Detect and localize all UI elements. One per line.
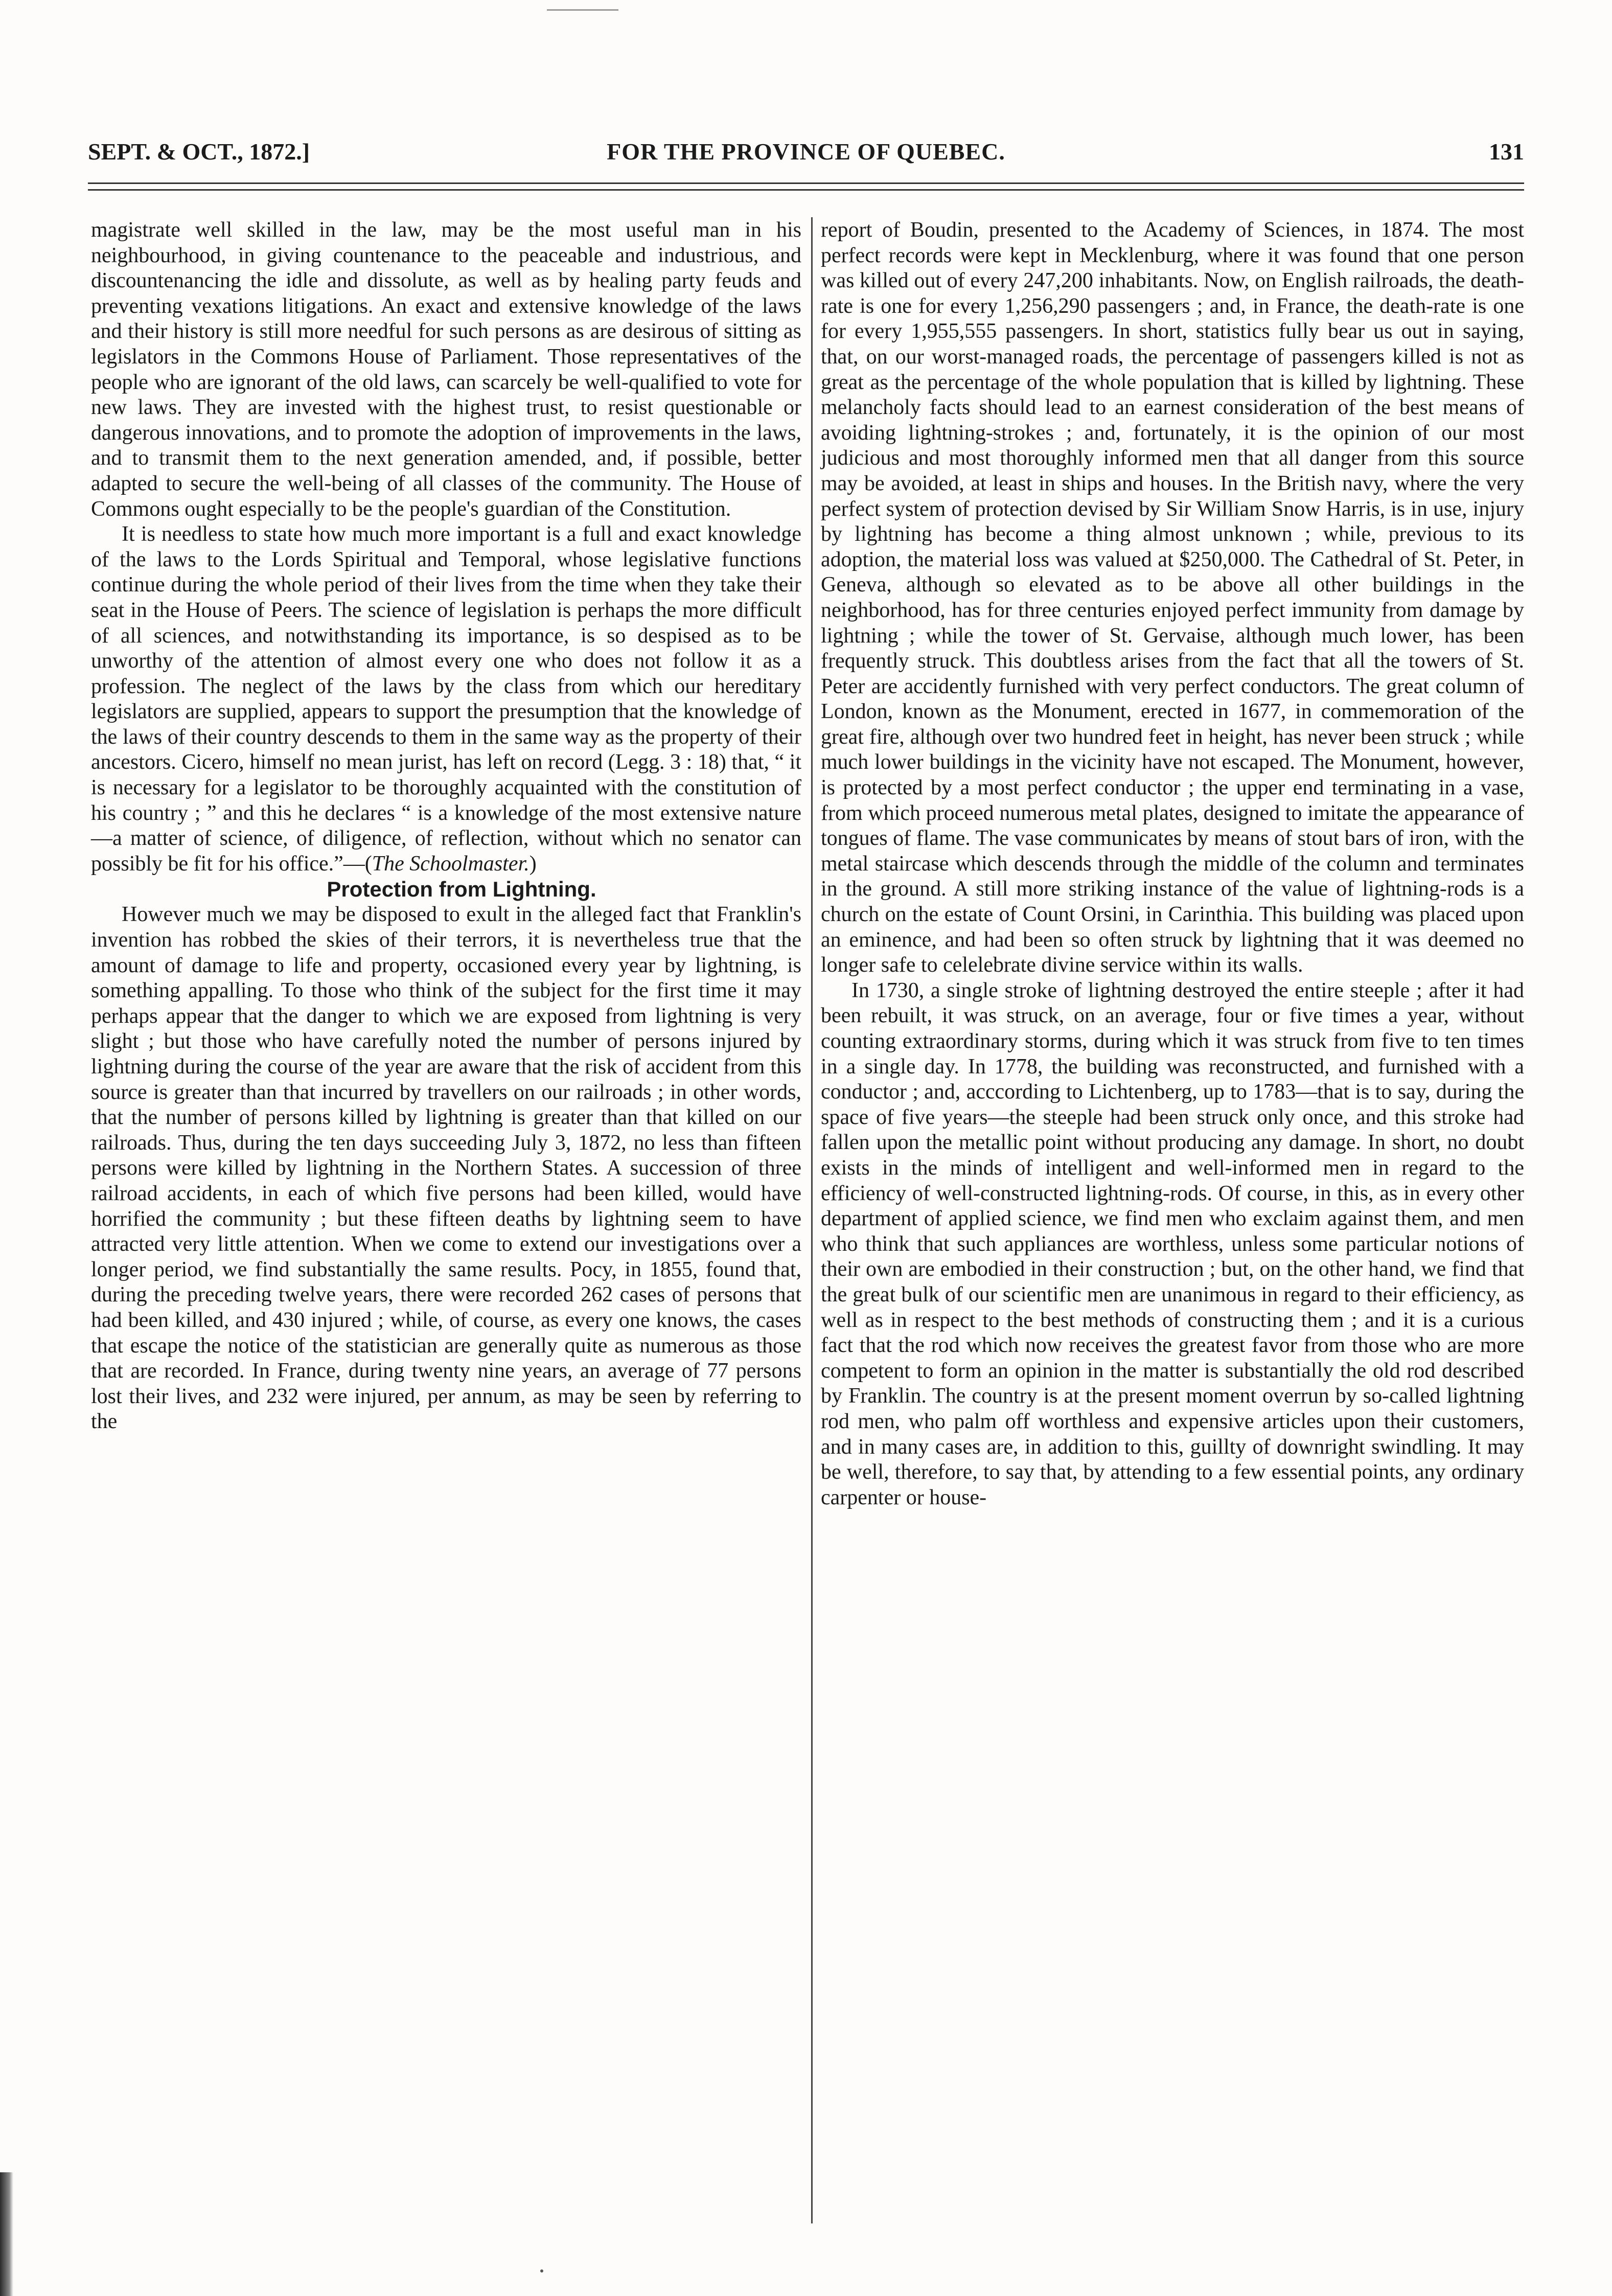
section-title: Protection from Lightning. [327, 877, 596, 902]
left-column [91, 218, 801, 1435]
paragraph: report of Boudin, presented to the Academy of Sciences, in 1874. The most perfect records were kept in Mecklenburg, where it was found that one person was killed out of every 247,200 inhabitants. Now, on English railroads, the death-rate is one for every 1,256,290 passengers ; and, in France, the death-rate is one for every 1,955,555 passengers. In short, statistics fully bear us out in saying, that, on our worst-managed roads, the percentage of passengers killed is not as great as the percentage of the whole population that is killed by lightning. These melancholy facts should lead to an earnest consideration of the best means of avoiding lightning-strokes ; and, fortunately, it is the opinion of our most judicious and most thoroughly informed men that all danger from this source may be avoided, at least in ships and houses. In the British navy, where the very perfect system of protection devised by Sir William Snow Harris, is in use, injury by lightning has become a thing almost unknown ; while, previous to its adoption, the material loss was valued at $250,000. The Cathedral of St. Peter, in Geneva, although so elevated as to be above all other buildings in the neighborhood, has for three centuries enjoyed perfect immunity from damage by lightning ; while the tower of St. Gervaise, although much lower, has been frequently struck. This doubtless arises from the fact that all the towers of St. Peter are accidently furnished with very perfect conductors. The great column of London, known as the Monument, erected in 1677, in commemoration of the great fire, although over two hundred feet in height, has never been struck ; while much lower buildings in the vicinity have not escaped. The Monument, however, is protected by a most perfect conductor ; the upper end terminating in a vase, from which proceed numerous metal plates, designed to imitate the appearance of tongues of flame. The vase communicates by means of stout bars of iron, with the metal staircase which descends through the middle of the column and terminates in the ground. A still more striking instance of the value of lightning-rods is a church on the estate of Count Orsini, in Carinthia. This building was placed upon an eminence, and had been so often struck by lightning that it was deemed no longer safe to celelebrate divine service within its walls. [821, 218, 1524, 977]
paragraph: However much we may be disposed to exult in the alleged fact that Franklin's invention has robbed the skies of their terrors, it is nevertheless true that the amount of damage to life and property, occasioned every year by lightning, is something appalling. To those who think of the subject for the first time it may perhaps appear that the danger to which we are exposed from lightning is very slight ; but those who have carefully noted the number of persons injured by lightning during the course of the year are aware that the risk of accident from this source is greater than that incurred by travellers on our railroads ; in other words, that the number of persons killed by lightning is greater than that killed on our railroads. Thus, during the ten days succeeding July 3, 1872, no less than fifteen persons were killed by lightning in the Northern States. A succession of three railroad accidents, in each of which five persons had been killed, would have horrified the community ; but these fifteen deaths by lightning seem to have attracted very little attention. When we come to extend our investigations over a longer period, we find substantially the same results. Pocy, in 1855, found that, during the preceding twelve years, there were recorded 262 cases of persons that had been killed, and 430 injured ; while, of course, as every one knows, the cases that escape the notice of the statistician are generally quite as numerous as those that are recorded. In France, during twenty nine years, an average of 77 persons lost their lives, and 232 were injured, per annum, as may be seen by referring to the [91, 903, 801, 1434]
top-edge-mark [547, 9, 618, 11]
right-column [821, 218, 1524, 1510]
page-number: 131 [1489, 139, 1524, 165]
paragraph: magistrate well skilled in the law, may be the most useful man in his neighbourhood, in giving countenance to the peaceable and industrious, and discountenancing the idle and dissolute, as well as by healing party feuds and preventing vexations litigations. An exact and extensive knowledge of the laws and their history is still more needful for such persons as are desirous of sitting as legislators in the Commons House of Parliament. Those representatives of the people who are ignorant of the old laws, can scarcely be well-qualified to vote for new laws. They are invested with the highest trust, to resist questionable or dangerous innovations, and to promote the adoption of improvements in the laws, and to transmit them to the next generation amended, and, if possible, better adapted to secure the well-being of all classes of the community. The House of Commons ought especially to be the people's guardian of the Constitution. [91, 218, 801, 521]
header-rule-bottom [88, 189, 1524, 191]
column-divider [811, 217, 813, 2223]
paragraph-text: It is needless to state how much more important is a full and exact knowledge of the laws to the Lords Spiritual and Temporal, whose legislative functions continue during the whole period of their lives from the time when they take their seat in the House of Peers. The science of legislation is perhaps the more difficult of all sciences, and notwithstanding its importance, is so despised as to be unworthy of the attention of almost every one who does not follow it as a profession. The neglect of the laws by the class from which our hereditary legislators are supplied, appears to support the presumption that the knowledge of the laws of their country descends to them in the same way as the property of their ancestors. Cicero, himself no mean jurist, has left on record (Legg. 3 : 18) that, “ it is necessary for a legislator to be thoroughly acquainted with the constitution of his country ; ” and this he declares “ is a knowledge of the most extensive nature—a matter of science, of diligence, of reflection, without which no senator can possibly be fit for his office.”—( [91, 522, 801, 876]
header-rule-top [88, 182, 1524, 184]
citation-close: ) [529, 852, 537, 876]
print-speck [540, 2269, 543, 2272]
citation-source: The Schoolmaster. [372, 852, 529, 876]
scan-edge-shadow [0, 2172, 13, 2296]
issue-date: SEPT. & OCT., 1872.] [88, 139, 310, 165]
running-header [88, 134, 1524, 170]
paragraph [91, 522, 801, 877]
paragraph: In 1730, a single stroke of lightning destroyed the entire steeple ; after it had been rebuilt, it was struck, on an average, four or five times a year, without counting extraordinary storms, during which it was struck from five to ten times in a single day. In 1778, the building was reconstructed, and furnished with a conductor ; and, acccording to Lichtenberg, up to 1783—that is to say, during the space of five years—the steeple had been struck only once, and this stroke had fallen upon the metallic point without producing any damage. In short, no doubt exists in the minds of intelligent and well-informed men in regard to the efficiency of well-constructed lightning-rods. Of course, in this, as in every other department of applied science, we find men who exclaim against them, and men who think that such appliances are worthless, unless some particular notions of their own are embodied in their construction ; but, on the other hand, we find that the great bulk of our scientific men are unanimous in regard to their efficiency, as well as in respect to the best methods of constructing them ; and it is a curious fact that the rod which now receives the greatest favor from those who are more competent to form an opinion in the matter is substantially the old rod described by Franklin. The country is at the present moment overrun by so-called lightning rod men, who palm off worthless and expensive articles upon their customers, and in many cases are, in addition to this, guillty of downright swindling. It may be well, therefore, to say that, by attending to a few essential points, any ordinary carpenter or house- [821, 978, 1524, 1509]
publication-title: FOR THE PROVINCE OF QUEBEC. [607, 139, 1005, 165]
